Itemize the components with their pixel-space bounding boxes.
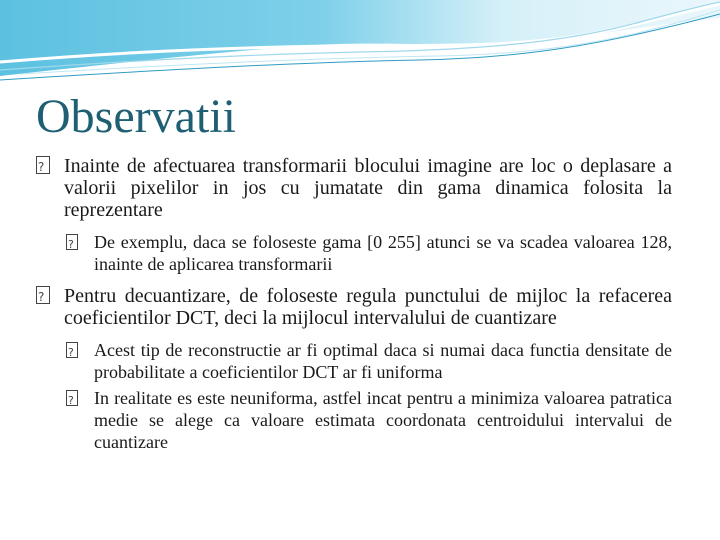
bullet-text: Inainte de afectuarea transformarii blocului imagine are loc o deplasare a valorii pixelilor in jos cu jumatate din gama dinamica folosita la reprezentare — [64, 155, 672, 221]
sub-bullet-text: Acest tip de reconstructie ar fi optimal daca si numai daca functia densitate de probabilitate a coeficientilor DCT ar fi uniforma — [94, 340, 672, 382]
bullet-item — [36, 285, 672, 329]
sub-bullet-item — [36, 339, 672, 383]
bullet-text: Pentru decuantizare, de foloseste regula punctului de mijloc la refacerea coeficientilor DCT, deci la mijlocul intervalului de cuantizare — [64, 285, 672, 329]
sub-bullet-item — [36, 387, 672, 453]
slide-title: Observatii — [36, 90, 236, 143]
bullet-item — [36, 155, 672, 221]
square-bullet-icon — [66, 339, 78, 361]
square-bullet-icon — [66, 387, 78, 409]
header-wave-decoration — [0, 0, 720, 90]
sub-bullet-item — [36, 231, 672, 275]
sub-bullet-text: De exemplu, daca se foloseste gama [0 255] atunci se va scadea valoarea 128, inainte de aplicarea transformarii — [94, 232, 672, 274]
slide-body — [36, 155, 672, 457]
square-bullet-icon — [66, 231, 78, 253]
sub-bullet-text: In realitate es este neuniforma, astfel incat pentru a minimiza valoarea patratica medie se alege ca valoare estimata coordonata centroidului intervalui de cuantizare — [94, 388, 672, 452]
square-bullet-icon — [36, 285, 50, 307]
square-bullet-icon — [36, 155, 50, 177]
